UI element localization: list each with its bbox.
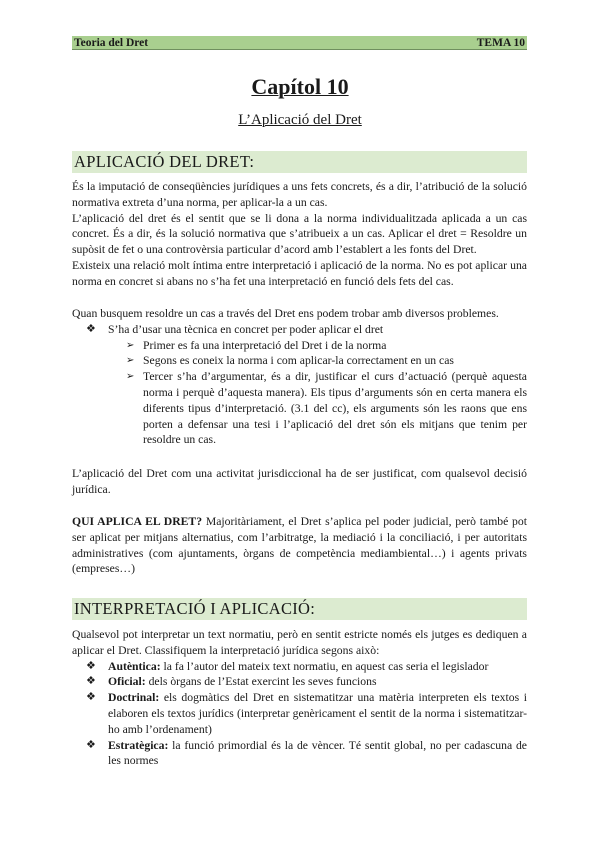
section-heading-aplicacio: APLICACIÓ DEL DRET: (72, 151, 527, 173)
arrow-bullet-icon: ➢ (126, 371, 135, 383)
justification-paragraph (72, 466, 527, 498)
paragraph: Qualsevol pot interpretar un text normatiu, però en sentit estricte només els jutges es dediquen a aplicar el Dret. Classifiquem la interpretació jurídica segons això: (72, 628, 527, 657)
item-label: Autèntica: (108, 659, 161, 673)
section2-body (72, 627, 527, 769)
header-subject: Teoria del Dret (74, 37, 149, 49)
diamond-bullet-icon: ❖ (86, 322, 96, 335)
list-item-text: Tercer s’ha d’argumentar, és a dir, justificar el curs d’actuació (perquè aquesta norma i perquè d’aquesta manera). Els tipus d’arguments són en certa manera els diferents tipus d’interpretació. (3.1 del cc), els arguments són les raons que ens porten a defensar una tesi i l’aplicació del dret són els mitjans que tenim per resoldre un cas. (143, 370, 527, 447)
list-item (72, 659, 527, 675)
list-item (72, 674, 527, 690)
who-applies-paragraph (72, 514, 527, 577)
item-text: la fa l’autor del mateix text normatiu, en aquest cas seria el legislador (160, 659, 489, 673)
paragraph: És la imputació de conseqüències jurídiques a uns fets concrets, és a dir, l’atribució de la solució normativa extreta d’una norma, per aplicar-la a un cas. (72, 180, 527, 209)
problems-block (72, 306, 527, 448)
paragraph: Quan busquem resoldre un cas a través del Dret ens podem trobar amb diversos problemes. (72, 307, 499, 320)
diamond-bullet-icon: ❖ (86, 691, 96, 704)
list-item-text: S’ha d’usar una tècnica en concret per poder aplicar el dret (108, 322, 384, 336)
header-topic: TEMA 10 (476, 37, 525, 49)
diamond-bullet-icon: ❖ (86, 675, 96, 688)
item-text: dels òrgans de l’Estat exercint les seves funcions (145, 675, 377, 689)
list-item (72, 322, 527, 338)
item-text: els dogmàtics del Dret en sistematitzar una matèria interpreten els textos i elaboren els textos jurídics (interpretar genèricament el sentit de la norma i sistematitzar-ho amb l’ordenament) (108, 691, 527, 736)
problem-list (72, 322, 527, 338)
paragraph: Existeix una relació molt íntima entre interpretació i aplicació de la norma. No es pot aplicar una norma en concret si abans no s’ha fet una interpretació en funció dels fets del cas. (72, 258, 527, 288)
chapter-subtitle: L’Aplicació del Dret (238, 112, 362, 128)
paragraph: L’aplicació del dret és el sentit que se li dona a la norma individualitzada aplicada a un cas concret. És a dir, és la solució normativa que s’atribueix a un cas. Aplicar el dret = Resoldre un supòsit de fet o una controvèrsia particular d’acord amb l’establert a les fonts del Dret. (72, 211, 527, 257)
list-item (72, 738, 527, 770)
list-item-text: Segons es coneix la norma i com aplicar-la correctament en un cas (143, 354, 454, 368)
list-item (72, 353, 527, 369)
who-applies-label: QUI APLICA EL DRET? (72, 515, 203, 528)
section-heading-interpretacio: INTERPRETACIÓ I APLICACIÓ: (72, 598, 527, 620)
item-label: Doctrinal: (108, 691, 160, 705)
diamond-bullet-icon: ❖ (86, 738, 96, 751)
list-item (72, 338, 527, 354)
list-item-text: Primer es fa una interpretació del Dret i de la norma (143, 338, 387, 352)
item-label: Oficial: (108, 675, 146, 689)
diamond-bullet-icon: ❖ (86, 659, 96, 672)
arrow-bullet-icon: ➢ (126, 339, 135, 351)
page-header (72, 36, 527, 50)
item-label: Estratègica: (108, 738, 169, 752)
interpretation-types-list (72, 659, 527, 770)
chapter-title: Capítol 10 (251, 74, 349, 99)
list-item (72, 690, 527, 737)
list-item (72, 369, 527, 448)
item-text: la funció primordial és la de vèncer. Té sentit global, no per cadascuna de les normes (108, 738, 527, 768)
who-applies-text: Majoritàriament, el Dret s’aplica pel poder judicial, però també pot ser aplicat per mitjans alternatius, com l’arbitratge, la mediació i la conciliació, i per autoritats administratives (com ajuntaments, òrgans de competència mediambiental…) i agents privats (empreses…) (72, 515, 527, 576)
arrow-bullet-icon: ➢ (126, 355, 135, 367)
sub-list (72, 338, 527, 449)
section1-definition (72, 179, 527, 290)
paragraph: L’aplicació del Dret com una activitat jurisdiccional ha de ser justificat, com qualsevol decisió jurídica. (72, 467, 527, 496)
